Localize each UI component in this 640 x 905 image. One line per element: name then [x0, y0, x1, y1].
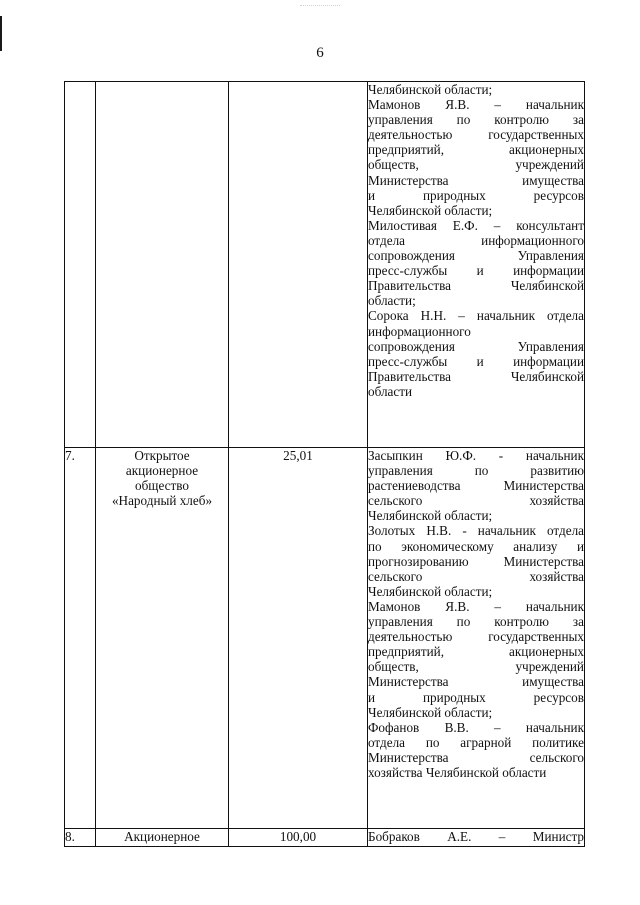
- company-name-cell: [96, 448, 229, 829]
- members-cell: [368, 829, 585, 847]
- member-line: области: [368, 383, 413, 399]
- member-line: хозяйства Челябинской области: [368, 764, 547, 780]
- member-line: информационного: [368, 323, 471, 339]
- table-row: [65, 829, 585, 847]
- member-line: управления по развитию: [368, 463, 584, 479]
- member-line: управления по контролю за: [368, 112, 584, 128]
- member-line: Челябинской области;: [368, 583, 493, 599]
- page-number: 6: [316, 45, 324, 61]
- member-line: деятельностью государственных: [368, 127, 584, 143]
- member-line: Министерства сельского: [368, 749, 584, 765]
- member-line: Челябинской области;: [368, 82, 493, 97]
- member-line: сопровождения Управления: [368, 248, 584, 264]
- share-cell: 25,01: [229, 448, 368, 829]
- company-name-line: Открытое: [134, 448, 190, 463]
- row-number-cell: 8.: [65, 829, 96, 847]
- member-line: Бобраков А.Е. – Министр: [368, 829, 584, 844]
- member-line: Министерства имущества: [368, 172, 584, 188]
- member-line: Фофанов В.В. – начальник: [368, 719, 584, 735]
- company-name-line: «Народный хлеб»: [111, 493, 213, 509]
- member-line: по экономическому анализу и: [368, 538, 584, 554]
- member-line: Мамонов Я.В. – начальник: [368, 97, 584, 113]
- members-table: [64, 81, 585, 847]
- member-line: и природных ресурсов: [368, 689, 584, 705]
- member-line: обществ, учреждений: [368, 157, 584, 173]
- member-line: Милостивая Е.Ф. – консультант: [368, 217, 584, 233]
- header-mark: [300, 5, 340, 7]
- row-number-cell: [65, 82, 96, 448]
- member-line: предприятий, акционерных: [368, 644, 584, 660]
- member-line: сопровождения Управления: [368, 338, 584, 354]
- member-line: Челябинской области;: [368, 202, 493, 218]
- member-line: сельского хозяйства: [368, 568, 584, 584]
- member-line: пресс-службы и информации: [368, 263, 584, 279]
- share-cell: 100,00: [229, 829, 368, 847]
- member-line: Челябинской области;: [368, 508, 493, 524]
- member-line: сельского хозяйства: [368, 493, 584, 509]
- share-cell: [229, 82, 368, 448]
- company-name-line: общество: [135, 478, 189, 494]
- member-line: Золотых Н.В. - начальник отдела: [368, 523, 584, 539]
- member-line: управления по контролю за: [368, 614, 584, 630]
- row-number-cell: 7.: [65, 448, 96, 829]
- member-line: растениеводства Министерства: [368, 478, 584, 494]
- company-name-cell: [96, 82, 229, 448]
- member-line: обществ, учреждений: [368, 659, 584, 675]
- member-line: Засыпкин Ю.Ф. - начальник: [368, 448, 584, 463]
- company-name-cell: [96, 829, 229, 847]
- member-line: пресс-службы и информации: [368, 353, 584, 369]
- member-line: и природных ресурсов: [368, 187, 584, 203]
- member-line: Правительства Челябинской: [368, 278, 584, 294]
- member-line: отдела по аграрной политике: [368, 734, 584, 750]
- member-line: области;: [368, 293, 416, 309]
- member-line: Сорока Н.Н. – начальник отдела: [368, 308, 584, 324]
- member-line: Правительства Челябинской: [368, 368, 584, 384]
- member-line: отдела информационного: [368, 232, 584, 248]
- members-cell: [368, 448, 585, 829]
- member-line: деятельностью государственных: [368, 629, 584, 645]
- member-line: Министерства имущества: [368, 674, 584, 690]
- member-line: Челябинской области;: [368, 704, 493, 720]
- table-row: [65, 448, 585, 829]
- company-name-line: акционерное: [125, 463, 199, 479]
- company-name-line: Акционерное: [124, 829, 200, 844]
- members-cell: [368, 82, 585, 448]
- member-line: Мамонов Я.В. – начальник: [368, 598, 584, 614]
- member-line: прогнозированию Министерства: [368, 553, 584, 569]
- table-row: [65, 82, 585, 448]
- member-line: предприятий, акционерных: [368, 142, 584, 158]
